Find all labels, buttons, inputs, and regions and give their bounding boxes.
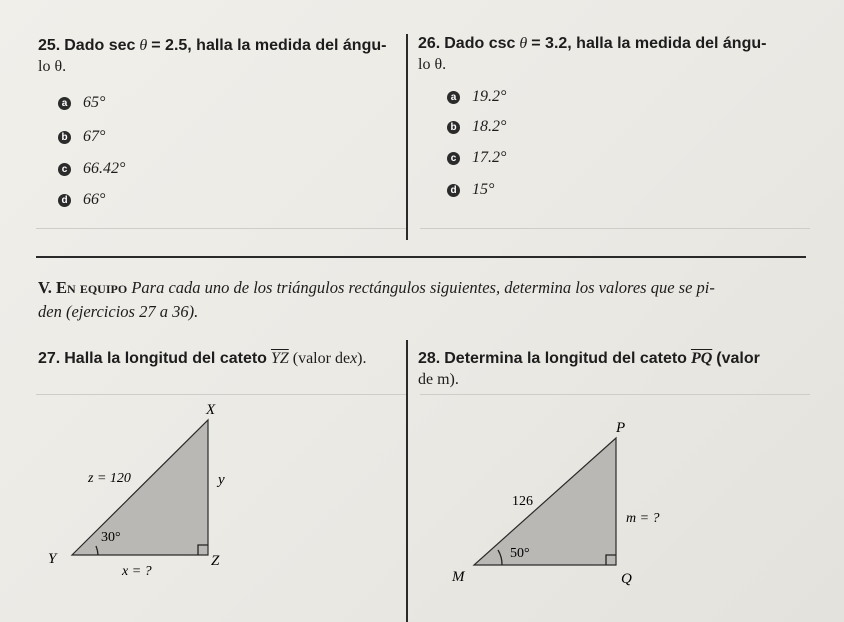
question-27-close: ). (357, 350, 367, 367)
question-26-prefix: Dado csc (444, 35, 516, 52)
option-value: 19.2° (472, 88, 507, 105)
theta-symbol: θ (139, 37, 148, 54)
question-25-text (38, 35, 402, 77)
q25-option-d[interactable] (58, 191, 105, 209)
question-26-line2: lo θ. (418, 56, 447, 73)
segment-pq: $\overline{PQ}$ (690, 350, 713, 367)
triangle-27-angle-label: 30° (101, 530, 121, 545)
q26-option-b[interactable] (447, 118, 506, 136)
triangle-28-side-label: m = ? (626, 511, 660, 526)
option-letter-badge: d (447, 184, 460, 197)
question-28-number: 28. (418, 350, 441, 367)
triangle-27-shape (72, 420, 208, 555)
option-letter-badge: c (58, 163, 71, 176)
triangle-27-vertex-x: X (206, 402, 216, 418)
option-letter-badge: b (447, 121, 460, 134)
faint-rule-right (420, 228, 810, 229)
option-letter-badge: b (58, 131, 71, 144)
top-column-divider (406, 34, 408, 240)
section-title: En equipo (56, 278, 128, 297)
q26-option-d[interactable] (447, 181, 494, 199)
bottom-column-divider (406, 340, 408, 622)
question-27-prefix: Halla la longitud del cateto (64, 350, 267, 367)
triangle-27-vertex-z: Z (211, 553, 220, 569)
triangle-28-vertex-q: Q (621, 571, 632, 587)
option-letter-badge: c (447, 152, 460, 165)
triangle-28-hyp-label: 126 (512, 494, 533, 509)
q25-option-c[interactable] (58, 160, 125, 178)
option-value: 65° (83, 94, 106, 111)
section-instructions-line1: Para cada uno de los triángulos rectángulos siguientes, determina los valores que se pi- (131, 278, 715, 297)
question-28-text (418, 348, 818, 390)
question-26-suffix: = 3.2, halla la medida del ángu- (531, 35, 767, 52)
question-28-line2: de m). (418, 371, 459, 388)
option-letter-badge: a (58, 97, 71, 110)
question-28-prefix: Determina la longitud del cateto (444, 350, 687, 367)
question-26-number: 26. (418, 35, 441, 52)
triangle-28-diagram (440, 410, 700, 610)
q26-option-c[interactable] (447, 149, 506, 167)
question-27-paren: (valor de (292, 350, 351, 367)
option-value: 18.2° (472, 118, 507, 135)
theta-symbol: θ (519, 35, 528, 52)
question-25-prefix: Dado sec (64, 37, 136, 54)
faint-rule-bottom-left (36, 394, 406, 395)
section-instructions-line2: den (ejercicios 27 a 36). (38, 302, 199, 321)
q26-option-a[interactable] (447, 88, 506, 106)
faint-rule-left (36, 228, 406, 229)
question-26-text (418, 33, 828, 75)
q25-option-a[interactable] (58, 94, 105, 112)
question-27-text (38, 348, 404, 369)
triangle-27-hyp-label: z = 120 (88, 471, 131, 486)
triangle-28-vertex-p: P (616, 420, 626, 436)
option-value: 15° (472, 181, 495, 198)
triangle-27-diagram (30, 400, 290, 600)
section-roman: V. (38, 278, 52, 297)
option-letter-badge: d (58, 194, 71, 207)
triangle-27-vertex-y: Y (48, 551, 57, 567)
triangle-27-side-label: y (218, 472, 225, 488)
option-value: 17.2° (472, 149, 507, 166)
question-28-paren: (valor (716, 350, 760, 367)
triangle-28-vertex-m: M (452, 569, 465, 585)
option-value: 67° (83, 128, 106, 145)
triangle-28-shape (474, 438, 616, 565)
q25-option-b[interactable] (58, 128, 105, 146)
faint-rule-bottom-right (420, 394, 810, 395)
segment-yz: $\overline{YZ}$ (270, 350, 289, 367)
option-value: 66.42° (83, 160, 126, 177)
question-25-line2: lo θ. (38, 58, 67, 75)
option-value: 66° (83, 191, 106, 208)
triangle-28-angle-label: 50° (510, 546, 530, 561)
question-25-suffix: = 2.5, halla la medida del ángu- (151, 37, 387, 54)
variable-x: x (350, 350, 358, 367)
triangle-27-base-label: x = ? (122, 564, 152, 579)
section-divider (36, 256, 806, 258)
question-27-number: 27. (38, 350, 61, 367)
option-letter-badge: a (447, 91, 460, 104)
question-25-number: 25. (38, 37, 61, 54)
section-heading (38, 276, 818, 324)
